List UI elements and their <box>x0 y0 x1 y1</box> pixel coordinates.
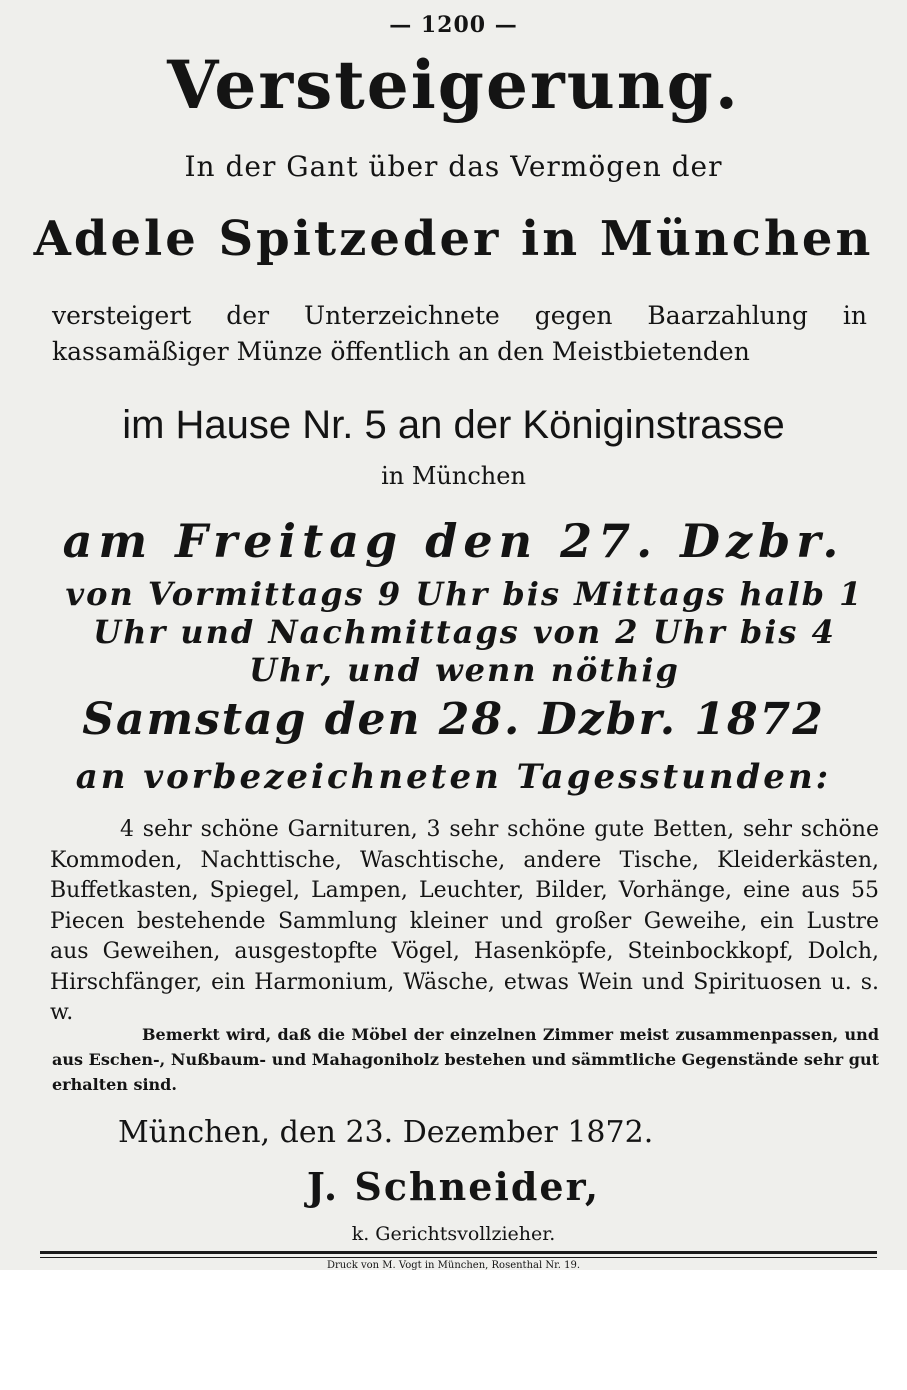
auction-times: von Vormittags 9 Uhr bis Mittags halb 1 Uhr und Nachmittags von 2 Uhr bis 4 Uhr, und wenn nöthig <box>65 575 864 689</box>
printer-imprint: Druck von M. Vogt in München, Rosenthal Nr. 19. <box>326 1260 581 1270</box>
auction-address: im Hause Nr. 5 an der Königinstrasse <box>122 403 785 447</box>
poster-title: Versteigerung. <box>167 46 740 124</box>
intro-text: versteigert der Unterzeichnete gegen Baarzahlung in kassamäßiger Münze öffentlich an den Meistbietenden <box>52 301 867 366</box>
subheading: In der Gant über das Vermögen der <box>184 150 723 183</box>
signature-role: k. Gerichtsvollzieher. <box>351 1223 556 1245</box>
auction-hours: an vorbezeichneten Tagesstunden: <box>75 757 832 797</box>
remark-note: Bemerkt wird, daß die Möbel der einzelnen Zimmer meist zusammenpassen, und aus Eschen-, Nußbaum- und Mahagoniholz bestehen und sämmtliche Gegenstände sehr gut erhalten sind. <box>52 1025 879 1094</box>
auction-city: in München <box>381 462 526 490</box>
page-number: — 1200 — <box>389 12 518 38</box>
bottom-rule-thick <box>40 1251 877 1254</box>
second-auction-date: Samstag den 28. Dzbr. 1872 <box>82 694 825 745</box>
first-auction-date: am Freitag den 27. Dzbr. <box>62 514 845 568</box>
signature-name: J. Schneider, <box>306 1164 601 1209</box>
bottom-rule-thin <box>40 1257 877 1258</box>
item-list: 4 sehr schöne Garnituren, 3 sehr schöne gute Betten, sehr schöne Kommoden, Nachttische, Waschtische, andere Tische, Kleiderkästen, Buffetkasten, Spiegel, Lampen, Leuchter, Bilder, Vorhänge, eine aus 55 Piecen bestehende Sammlung kleiner und großer Geweihe, ein Lustre aus Geweihen, ausgestopfte Vögel, Hasenköpfe, Steinbockkopf, Dolch, Hirschfänger, ein Harmonium, Wäsche, etwas Wein und Spirituosen u. s. w. <box>50 817 879 1025</box>
debtor-name: Adele Spitzeder in München <box>33 211 874 267</box>
dateline: München, den 23. Dezember 1872. <box>118 1115 654 1150</box>
